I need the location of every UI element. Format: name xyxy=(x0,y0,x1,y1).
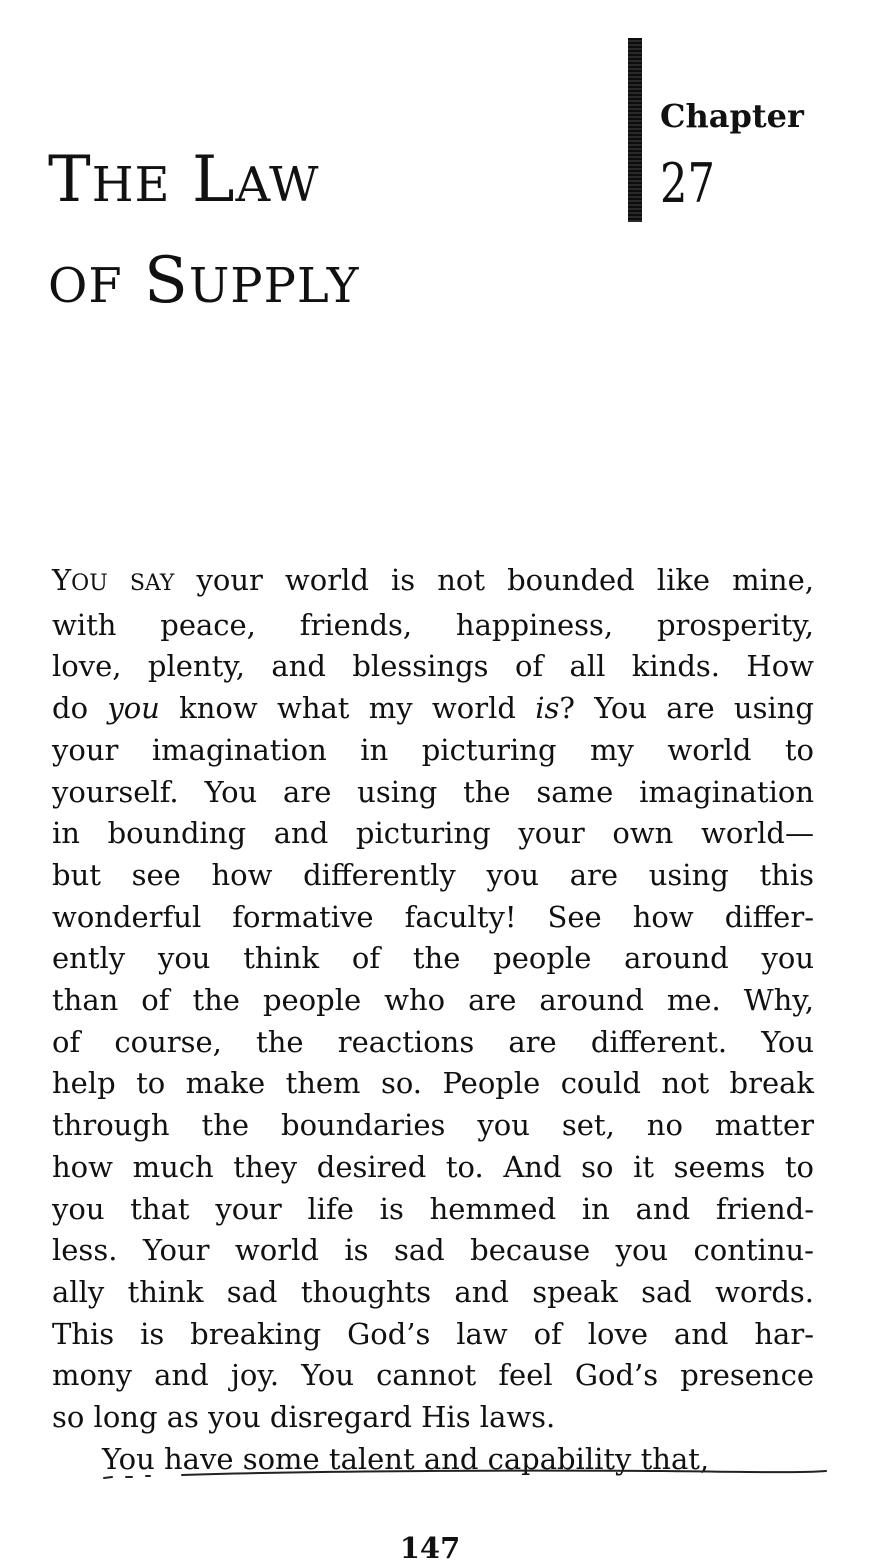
page-number: 147 xyxy=(399,1531,461,1565)
title-word-1-rest: HE xyxy=(91,157,171,213)
body-line-paragraph-end: so long as you disregard His laws. xyxy=(52,1400,556,1435)
body-line: love, plenty, and blessings of all kinds. How xyxy=(52,649,814,684)
body-line: This is breaking God’s law of love and har- xyxy=(52,1316,814,1351)
opening-small-caps xyxy=(52,563,174,597)
title-word-3: OF xyxy=(48,258,123,314)
body-line: you that your life is hemmed in and friend- xyxy=(52,1191,814,1226)
opening-rest: your world is not bounded like mine, xyxy=(174,563,814,597)
title-word-4-initial: S xyxy=(144,244,189,318)
body-line: how much they desired to. And so it seems to xyxy=(52,1149,814,1184)
body-line-opening xyxy=(52,560,814,605)
body-text xyxy=(52,560,814,1480)
title-word-2-initial: L xyxy=(191,143,236,217)
body-line: in bounding and picturing your own world— xyxy=(52,816,814,851)
chapter-title xyxy=(48,132,608,334)
body-line: less. Your world is sad because you continu- xyxy=(52,1233,814,1268)
body-line: mony and joy. You cannot feel God’s presence xyxy=(52,1358,814,1393)
body-line: ally think sad thoughts and speak sad words. xyxy=(52,1274,814,1309)
body-line: help to make them so. People could not break xyxy=(52,1066,814,1101)
body-line: yourself. You are using the same imagination xyxy=(52,774,814,809)
chapter-number: 27 xyxy=(660,152,715,215)
title-word-2-rest: AW xyxy=(235,157,320,213)
body-line: wonderful formative faculty! See how differ- xyxy=(52,899,814,934)
handwritten-underline xyxy=(102,1468,828,1482)
body-line: of course, the reactions are different. You xyxy=(52,1024,814,1059)
body-line: with peace, friends, happiness, prosperity, xyxy=(52,607,814,642)
chapter-title-line-2 xyxy=(48,233,608,334)
body-line-second-paragraph: You have some talent and capability that, xyxy=(102,1441,710,1476)
title-word-4-rest: UPPLY xyxy=(188,258,360,314)
chapter-label: Chapter xyxy=(660,97,804,135)
chapter-title-line-1 xyxy=(48,132,608,233)
body-line: ently you think of the people around you xyxy=(52,941,814,976)
body-line: through the boundaries you set, no matter xyxy=(52,1108,814,1143)
title-word-1-initial: T xyxy=(48,143,92,217)
opening-cap-text: YOU SAY xyxy=(52,563,175,597)
body-line: do you know what my world is? You are using xyxy=(52,691,814,726)
body-line: than of the people who are around me. Why, xyxy=(52,983,814,1018)
body-line: your imagination in picturing my world to xyxy=(52,732,814,767)
chapter-divider-bar xyxy=(628,38,642,222)
body-line: but see how differently you are using this xyxy=(52,857,814,892)
